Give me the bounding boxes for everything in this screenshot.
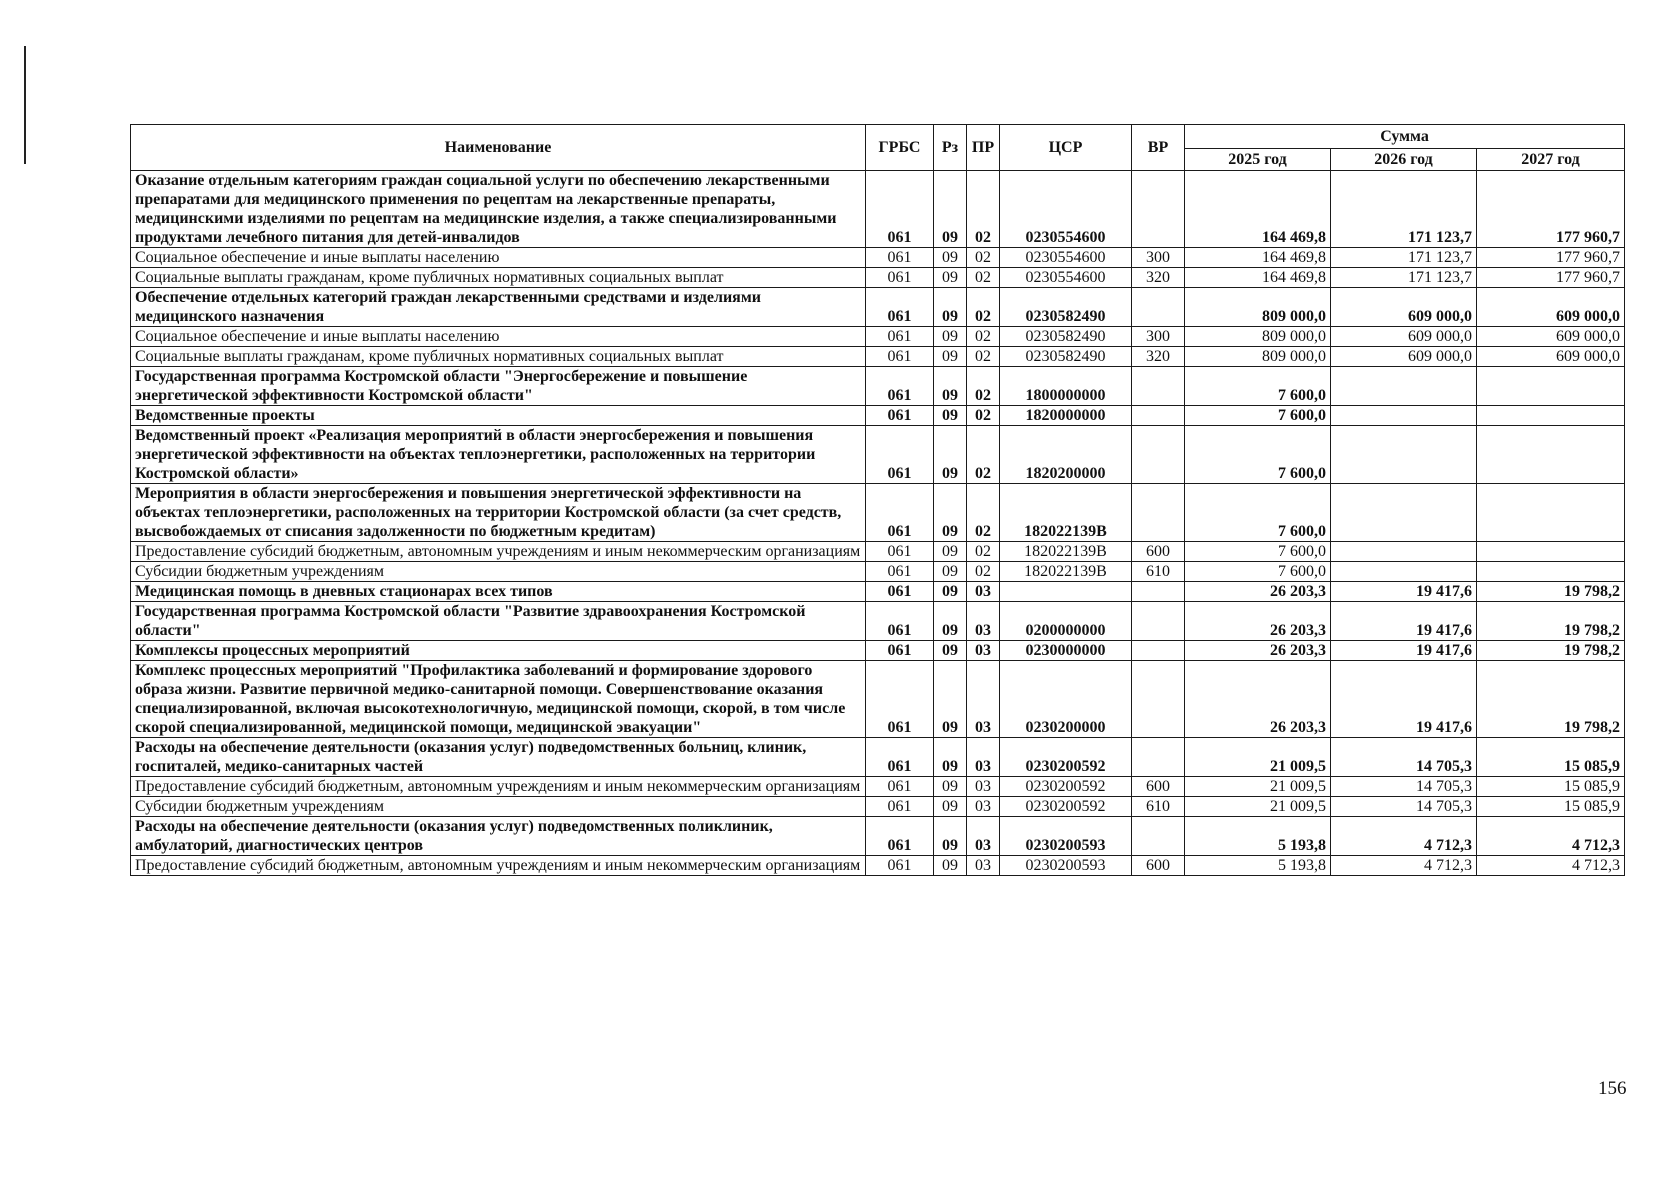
cell-pr: 02 [967, 268, 1000, 288]
cell-csr: 0230200592 [1000, 738, 1132, 777]
col-header-sum: Сумма [1185, 125, 1625, 149]
cell-2027: 609 000,0 [1477, 347, 1625, 367]
cell-2026: 171 123,7 [1331, 171, 1477, 248]
cell-rz: 09 [934, 602, 967, 641]
cell-name: Государственная программа Костромской области "Энергосбережение и повышение энергетической эффективности Костромской области" [131, 367, 866, 406]
cell-grbs: 061 [866, 856, 934, 876]
cell-2027 [1477, 562, 1625, 582]
cell-rz: 09 [934, 367, 967, 406]
cell-name: Мероприятия в области энергосбережения и повышения энергетической эффективности на объектах теплоэнергетики, расположенных на территории Костромской области (за счет средств, высвобождаемых от списания задолженности по бюджетным кредитам) [131, 484, 866, 542]
table-row [131, 582, 1625, 602]
cell-2027: 4 712,3 [1477, 817, 1625, 856]
cell-2026: 171 123,7 [1331, 248, 1477, 268]
cell-rz: 09 [934, 426, 967, 484]
cell-pr: 03 [967, 856, 1000, 876]
cell-vr: 320 [1132, 268, 1185, 288]
cell-rz: 09 [934, 288, 967, 327]
cell-2025: 26 203,3 [1185, 641, 1331, 661]
cell-vr [1132, 641, 1185, 661]
cell-2027: 19 798,2 [1477, 661, 1625, 738]
cell-name: Медицинская помощь в дневных стационарах всех типов [131, 582, 866, 602]
cell-pr: 02 [967, 406, 1000, 426]
cell-pr: 02 [967, 542, 1000, 562]
cell-csr: 0230200593 [1000, 856, 1132, 876]
cell-pr: 02 [967, 171, 1000, 248]
cell-name: Предоставление субсидий бюджетным, автономным учреждениям и иным некоммерческим организациям [131, 542, 866, 562]
cell-grbs: 061 [866, 171, 934, 248]
cell-grbs: 061 [866, 661, 934, 738]
table-row [131, 248, 1625, 268]
cell-csr: 0230582490 [1000, 347, 1132, 367]
cell-grbs: 061 [866, 641, 934, 661]
cell-grbs: 061 [866, 777, 934, 797]
table-row [131, 661, 1625, 738]
cell-2025: 809 000,0 [1185, 347, 1331, 367]
cell-vr [1132, 406, 1185, 426]
cell-2026 [1331, 426, 1477, 484]
cell-rz: 09 [934, 797, 967, 817]
cell-2027: 15 085,9 [1477, 797, 1625, 817]
cell-csr: 1820000000 [1000, 406, 1132, 426]
cell-csr: 0230000000 [1000, 641, 1132, 661]
cell-name: Обеспечение отдельных категорий граждан лекарственными средствами и изделиями медицинского назначения [131, 288, 866, 327]
cell-2026 [1331, 562, 1477, 582]
cell-2025: 809 000,0 [1185, 327, 1331, 347]
cell-name: Социальное обеспечение и иные выплаты населению [131, 248, 866, 268]
cell-rz: 09 [934, 777, 967, 797]
cell-pr: 03 [967, 817, 1000, 856]
cell-pr: 03 [967, 582, 1000, 602]
cell-name: Социальные выплаты гражданам, кроме публичных нормативных социальных выплат [131, 268, 866, 288]
table-row [131, 327, 1625, 347]
cell-grbs: 061 [866, 327, 934, 347]
cell-csr: 0200000000 [1000, 602, 1132, 641]
cell-rz: 09 [934, 347, 967, 367]
cell-grbs: 061 [866, 738, 934, 777]
cell-2025: 7 600,0 [1185, 562, 1331, 582]
cell-csr [1000, 582, 1132, 602]
cell-pr: 02 [967, 347, 1000, 367]
cell-rz: 09 [934, 171, 967, 248]
cell-pr: 02 [967, 562, 1000, 582]
cell-pr: 02 [967, 288, 1000, 327]
cell-2026: 4 712,3 [1331, 817, 1477, 856]
cell-2026 [1331, 367, 1477, 406]
cell-csr: 1800000000 [1000, 367, 1132, 406]
cell-2025: 7 600,0 [1185, 367, 1331, 406]
cell-name: Расходы на обеспечение деятельности (оказания услуг) подведомственных больниц, клиник, госпиталей, медико-санитарных частей [131, 738, 866, 777]
table-row [131, 856, 1625, 876]
cell-grbs: 061 [866, 426, 934, 484]
cell-grbs: 061 [866, 602, 934, 641]
table-row [131, 817, 1625, 856]
cell-2025: 21 009,5 [1185, 777, 1331, 797]
cell-grbs: 061 [866, 347, 934, 367]
cell-2025: 164 469,8 [1185, 248, 1331, 268]
cell-vr [1132, 817, 1185, 856]
table-row [131, 542, 1625, 562]
cell-rz: 09 [934, 542, 967, 562]
cell-2025: 164 469,8 [1185, 171, 1331, 248]
col-header-2026: 2026 год [1331, 149, 1477, 171]
col-header-csr: ЦСР [1000, 125, 1132, 171]
margin-scan-mark [24, 46, 26, 164]
cell-2025: 5 193,8 [1185, 856, 1331, 876]
cell-vr: 600 [1132, 856, 1185, 876]
cell-vr: 300 [1132, 327, 1185, 347]
cell-2025: 21 009,5 [1185, 738, 1331, 777]
cell-2026: 171 123,7 [1331, 268, 1477, 288]
cell-vr: 320 [1132, 347, 1185, 367]
cell-2026: 14 705,3 [1331, 797, 1477, 817]
cell-vr [1132, 171, 1185, 248]
cell-2026: 609 000,0 [1331, 327, 1477, 347]
cell-vr: 610 [1132, 562, 1185, 582]
cell-grbs: 061 [866, 484, 934, 542]
cell-2027 [1477, 367, 1625, 406]
cell-2025: 26 203,3 [1185, 602, 1331, 641]
cell-csr: 1820200000 [1000, 426, 1132, 484]
cell-2027: 15 085,9 [1477, 777, 1625, 797]
cell-pr: 03 [967, 641, 1000, 661]
cell-rz: 09 [934, 484, 967, 542]
cell-grbs: 061 [866, 542, 934, 562]
cell-vr: 610 [1132, 797, 1185, 817]
cell-2025: 21 009,5 [1185, 797, 1331, 817]
cell-vr [1132, 367, 1185, 406]
cell-pr: 02 [967, 426, 1000, 484]
table-row [131, 268, 1625, 288]
cell-csr: 0230200000 [1000, 661, 1132, 738]
cell-csr: 0230200592 [1000, 797, 1132, 817]
cell-grbs: 061 [866, 288, 934, 327]
col-header-grbs: ГРБС [866, 125, 934, 171]
cell-pr: 03 [967, 738, 1000, 777]
cell-csr: 182022139В [1000, 484, 1132, 542]
cell-2026: 14 705,3 [1331, 738, 1477, 777]
cell-csr: 0230554600 [1000, 171, 1132, 248]
col-header-2027: 2027 год [1477, 149, 1625, 171]
table-row [131, 641, 1625, 661]
cell-grbs: 061 [866, 562, 934, 582]
cell-name: Комплексы процессных мероприятий [131, 641, 866, 661]
cell-2027 [1477, 484, 1625, 542]
table-row [131, 288, 1625, 327]
cell-2026: 19 417,6 [1331, 641, 1477, 661]
budget-table [130, 124, 1625, 876]
cell-pr: 02 [967, 248, 1000, 268]
col-header-2025: 2025 год [1185, 149, 1331, 171]
cell-2027: 609 000,0 [1477, 327, 1625, 347]
cell-vr [1132, 582, 1185, 602]
cell-rz: 09 [934, 661, 967, 738]
table-row [131, 797, 1625, 817]
cell-name: Субсидии бюджетным учреждениям [131, 562, 866, 582]
table-header [131, 125, 1625, 171]
table-row [131, 171, 1625, 248]
cell-name: Оказание отдельным категориям граждан социальной услуги по обеспечению лекарственными препаратами для медицинского применения по рецептам на лекарственные препараты, медицинскими изделиями по рецептам на медицинские изделия, а также специализированными продуктами лечебного питания для детей-инвалидов [131, 171, 866, 248]
cell-pr: 03 [967, 661, 1000, 738]
cell-name: Социальные выплаты гражданам, кроме публичных нормативных социальных выплат [131, 347, 866, 367]
cell-pr: 03 [967, 797, 1000, 817]
cell-rz: 09 [934, 248, 967, 268]
cell-vr: 300 [1132, 248, 1185, 268]
cell-name: Предоставление субсидий бюджетным, автономным учреждениям и иным некоммерческим организациям [131, 777, 866, 797]
cell-rz: 09 [934, 268, 967, 288]
cell-2026: 19 417,6 [1331, 582, 1477, 602]
cell-vr [1132, 288, 1185, 327]
cell-vr [1132, 426, 1185, 484]
cell-vr: 600 [1132, 777, 1185, 797]
cell-vr [1132, 602, 1185, 641]
cell-pr: 02 [967, 367, 1000, 406]
cell-2027: 177 960,7 [1477, 268, 1625, 288]
table-row [131, 484, 1625, 542]
cell-name: Предоставление субсидий бюджетным, автономным учреждениям и иным некоммерческим организациям [131, 856, 866, 876]
cell-name: Субсидии бюджетным учреждениям [131, 797, 866, 817]
cell-2026 [1331, 484, 1477, 542]
cell-2025: 26 203,3 [1185, 582, 1331, 602]
cell-grbs: 061 [866, 817, 934, 856]
cell-2027: 19 798,2 [1477, 641, 1625, 661]
cell-rz: 09 [934, 641, 967, 661]
cell-2026 [1331, 542, 1477, 562]
cell-2027: 609 000,0 [1477, 288, 1625, 327]
cell-pr: 03 [967, 602, 1000, 641]
cell-2027 [1477, 542, 1625, 562]
cell-pr: 03 [967, 777, 1000, 797]
cell-2025: 26 203,3 [1185, 661, 1331, 738]
col-header-vr: ВР [1132, 125, 1185, 171]
cell-2025: 7 600,0 [1185, 406, 1331, 426]
cell-2026: 14 705,3 [1331, 777, 1477, 797]
cell-2027: 177 960,7 [1477, 171, 1625, 248]
cell-2025: 7 600,0 [1185, 484, 1331, 542]
cell-name: Расходы на обеспечение деятельности (оказания услуг) подведомственных поликлиник, амбулаторий, диагностических центров [131, 817, 866, 856]
cell-rz: 09 [934, 856, 967, 876]
cell-rz: 09 [934, 406, 967, 426]
cell-rz: 09 [934, 562, 967, 582]
cell-vr [1132, 484, 1185, 542]
cell-csr: 182022139В [1000, 562, 1132, 582]
cell-csr: 0230554600 [1000, 248, 1132, 268]
cell-pr: 02 [967, 327, 1000, 347]
cell-2027: 19 798,2 [1477, 602, 1625, 641]
cell-rz: 09 [934, 817, 967, 856]
cell-grbs: 061 [866, 406, 934, 426]
table-row [131, 562, 1625, 582]
cell-csr: 0230200592 [1000, 777, 1132, 797]
cell-2027: 15 085,9 [1477, 738, 1625, 777]
cell-2025: 7 600,0 [1185, 542, 1331, 562]
cell-csr: 0230554600 [1000, 268, 1132, 288]
cell-name: Ведомственные проекты [131, 406, 866, 426]
table-row [131, 738, 1625, 777]
table-row [131, 777, 1625, 797]
table-row [131, 602, 1625, 641]
cell-csr: 0230582490 [1000, 327, 1132, 347]
cell-rz: 09 [934, 327, 967, 347]
cell-vr: 600 [1132, 542, 1185, 562]
cell-vr [1132, 661, 1185, 738]
table-row [131, 406, 1625, 426]
cell-2025: 7 600,0 [1185, 426, 1331, 484]
cell-name: Комплекс процессных мероприятий "Профилактика заболеваний и формирование здорового образа жизни. Развитие первичной медико-санитарной помощи. Совершенствование оказания специализированной, включая высокотехнологичную, медицинской помощи, скорой, в том числе скорой специализированной, медицинской помощи, медицинской эвакуации" [131, 661, 866, 738]
cell-pr: 02 [967, 484, 1000, 542]
col-header-pr: ПР [967, 125, 1000, 171]
table-body [131, 171, 1625, 876]
table-row [131, 367, 1625, 406]
cell-2027 [1477, 426, 1625, 484]
cell-2026: 609 000,0 [1331, 347, 1477, 367]
col-header-name: Наименование [131, 125, 866, 171]
table-row [131, 347, 1625, 367]
cell-csr: 0230200593 [1000, 817, 1132, 856]
cell-2026: 19 417,6 [1331, 661, 1477, 738]
col-header-rz: Рз [934, 125, 967, 171]
cell-grbs: 061 [866, 268, 934, 288]
cell-2026: 609 000,0 [1331, 288, 1477, 327]
cell-2027: 177 960,7 [1477, 248, 1625, 268]
cell-2027: 4 712,3 [1477, 856, 1625, 876]
table-row [131, 426, 1625, 484]
cell-name: Социальное обеспечение и иные выплаты населению [131, 327, 866, 347]
cell-grbs: 061 [866, 582, 934, 602]
cell-name: Государственная программа Костромской области "Развитие здравоохранения Костромской области" [131, 602, 866, 641]
cell-name: Ведомственный проект «Реализация мероприятий в области энергосбережения и повышения энергетической эффективности на объектах теплоэнергетики, расположенных на территории Костромской области» [131, 426, 866, 484]
cell-2027 [1477, 406, 1625, 426]
cell-2025: 5 193,8 [1185, 817, 1331, 856]
cell-2027: 19 798,2 [1477, 582, 1625, 602]
cell-grbs: 061 [866, 248, 934, 268]
cell-2025: 809 000,0 [1185, 288, 1331, 327]
cell-2026 [1331, 406, 1477, 426]
cell-rz: 09 [934, 582, 967, 602]
cell-2025: 164 469,8 [1185, 268, 1331, 288]
cell-csr: 182022139В [1000, 542, 1132, 562]
cell-csr: 0230582490 [1000, 288, 1132, 327]
cell-vr [1132, 738, 1185, 777]
cell-rz: 09 [934, 738, 967, 777]
cell-2026: 4 712,3 [1331, 856, 1477, 876]
page-number: 156 [1598, 1078, 1627, 1099]
cell-grbs: 061 [866, 367, 934, 406]
cell-2026: 19 417,6 [1331, 602, 1477, 641]
cell-grbs: 061 [866, 797, 934, 817]
